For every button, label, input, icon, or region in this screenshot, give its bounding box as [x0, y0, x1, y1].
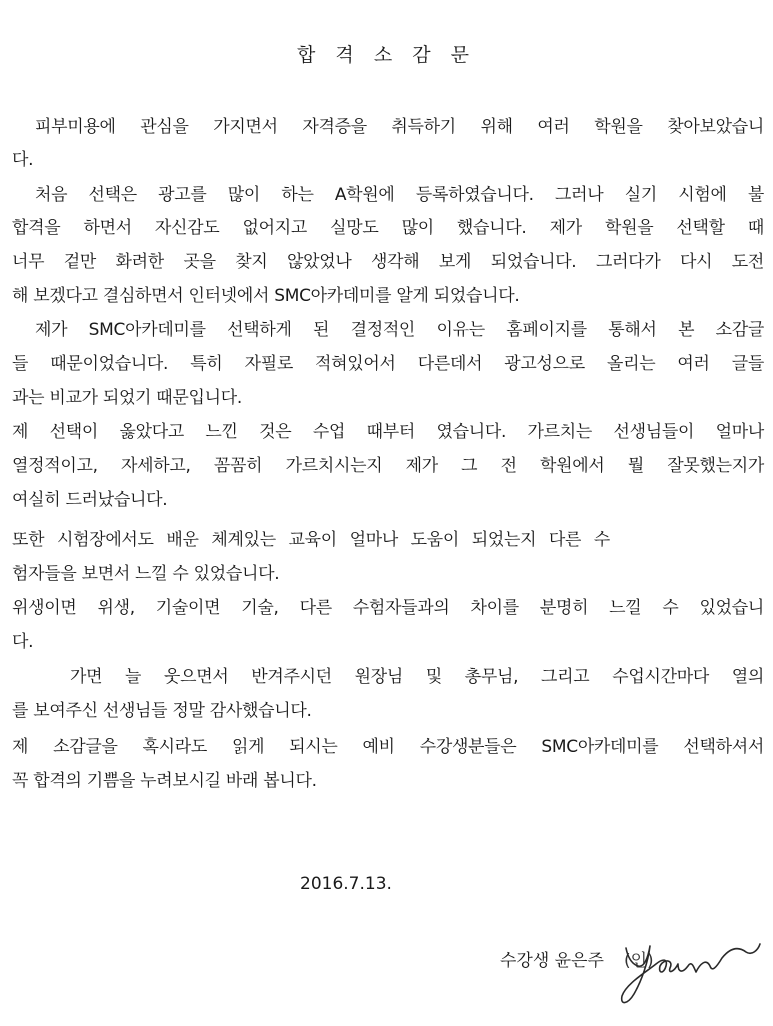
body-line: 제가 SMC아카데미를 선택하게 된 결정적인 이유는 홈페이지를 통해서 본 소감글	[35, 320, 764, 340]
body-line: 또한 시험장에서도 배운 체계있는 교육이 얼마나 도움이 되었는지 다른 수	[12, 530, 610, 550]
body-line: 다.	[12, 632, 34, 652]
body-line: 꼭 합격의 기쁨을 누려보시길 바래 봅니다.	[12, 771, 317, 791]
body-line: 를 보여주신 선생님들 정말 감사했습니다.	[12, 701, 312, 721]
body-line: 열정적이고, 자세하고, 꼼꼼히 가르치시는지 제가 그 전 학원에서 뭘 잘못했는지가	[12, 456, 764, 476]
body-line: 들 때문이었습니다. 특히 자필로 적혀있어서 다른데서 광고성으로 올리는 여러 글들	[12, 354, 764, 374]
page-title: 합 격 소 감 문	[297, 44, 476, 66]
handwritten-signature	[612, 928, 762, 1013]
body-line: 가면 늘 웃으면서 반겨주시던 원장님 및 총무님, 그리고 수업시간마다 열의	[70, 667, 764, 687]
body-line: 제 선택이 옳았다고 느낀 것은 수업 때부터 였습니다. 가르치는 선생님들이 얼마나	[12, 422, 764, 442]
body-line: 해 보겠다고 결심하면서 인터넷에서 SMC아카데미를 알게 되었습니다.	[12, 286, 520, 306]
letter-date: 2016.7.13.	[300, 874, 392, 894]
body-line: 피부미용에 관심을 가지면서 자격증을 취득하기 위해 여러 학원을 찾아보았습니	[35, 117, 764, 137]
body-line: 과는 비교가 되었기 때문입니다.	[12, 388, 243, 408]
signer-name: 수강생 윤은주	[500, 951, 604, 971]
body-line: 위생이면 위생, 기술이면 기술, 다른 수험자들과의 차이를 분명히 느낄 수 있었습니	[12, 598, 764, 618]
body-line: 합격을 하면서 자신감도 없어지고 실망도 많이 했습니다. 제가 학원을 선택할 때	[12, 218, 764, 238]
body-line: 다.	[12, 150, 34, 170]
body-line: 처음 선택은 광고를 많이 하는 A학원에 등록하였습니다. 그러나 실기 시험에 불	[35, 185, 764, 205]
body-line: 여실히 드러났습니다.	[12, 490, 168, 510]
body-line: 험자들을 보면서 느낄 수 있었습니다.	[12, 564, 280, 584]
body-line: 너무 겉만 화려한 곳을 찾지 않았었나 생각해 보게 되었습니다. 그러다가 다시 도전	[12, 252, 764, 272]
body-line: 제 소감글을 혹시라도 읽게 되시는 예비 수강생분들은 SMC아카데미를 선택하셔서	[12, 737, 764, 757]
seal-mark: (인)	[624, 951, 654, 971]
